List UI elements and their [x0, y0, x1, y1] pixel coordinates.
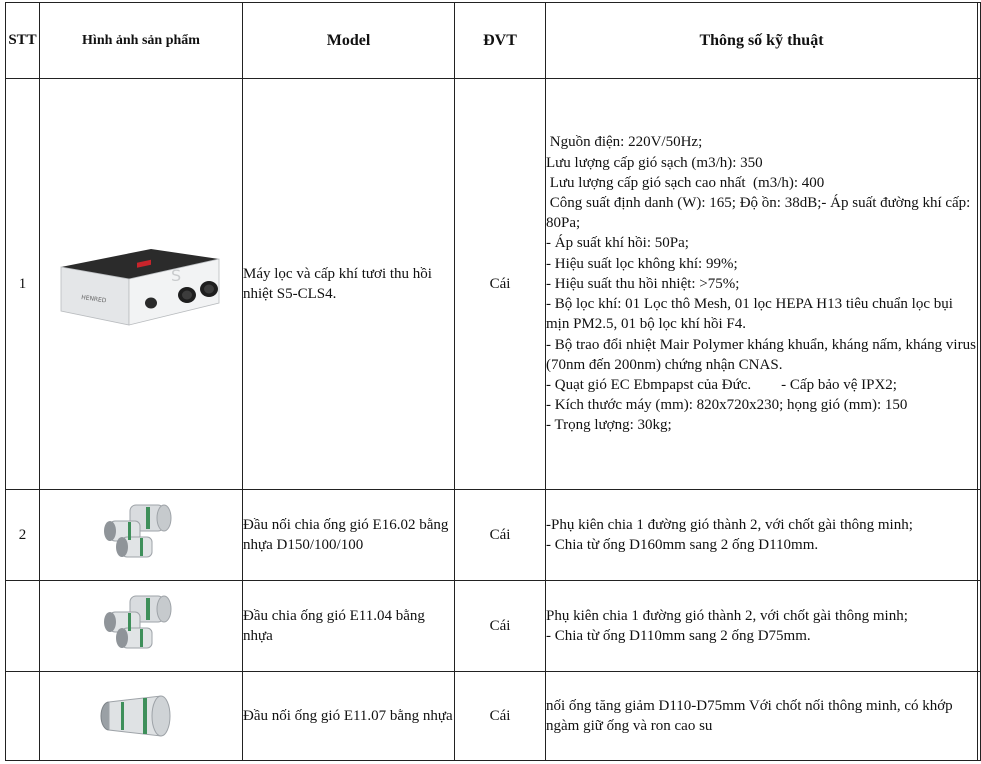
spec-line: - Chia từ ống D110mm sang 2 ống D75mm.: [546, 628, 811, 644]
model-name: Máy lọc và cấp khí tươi thu hồi nhiệt S5-CLS4.: [243, 79, 455, 490]
spec-line: - Hiệu suất thu hồi nhiệt: >75%;: [546, 275, 740, 292]
product-image-cell: [40, 79, 243, 490]
model-name: Đầu chia ống gió E11.04 bằng nhựa: [243, 581, 455, 672]
spec-line: Lưu lượng cấp gió sạch cao nhất (m3/h): 400: [546, 174, 825, 191]
spec-cell: [546, 672, 978, 761]
spec-line: Nguồn điện: 220V/50Hz;: [546, 134, 703, 151]
partial-column-cell: [978, 79, 981, 490]
row-number: 2: [6, 490, 40, 581]
row-number: [6, 581, 40, 672]
header-model: Model: [243, 3, 455, 79]
unit: Cái: [455, 490, 546, 581]
unit: Cái: [455, 672, 546, 761]
spec-cell: [546, 79, 978, 490]
spec-line: nối ống tăng giảm D110-D75mm Với chốt nối thông minh, có khớp ngàm giữ ống và ron cao su: [546, 697, 957, 734]
spec-line: - Áp suất khí hồi: 50Pa;: [546, 235, 689, 252]
spec-line: -Phụ kiên chia 1 đường gió thành 2, với chốt gài thông minh;: [546, 516, 913, 533]
header-image: Hình ảnh sản phẩm: [40, 3, 243, 79]
unit: Cái: [455, 581, 546, 672]
header-specs: Thông số kỹ thuật: [546, 3, 978, 79]
spec-cell: [546, 581, 978, 672]
unit: Cái: [455, 79, 546, 490]
header-stt: STT: [6, 3, 40, 79]
model-name: Đầu nối chia ống gió E16.02 bằng nhựa D150/100/100: [243, 490, 455, 581]
row-number: [6, 672, 40, 761]
ventilation-unit-image: [51, 229, 231, 339]
svg-text:S: S: [171, 266, 182, 285]
spec-line: - Bộ lọc khí: 01 Lọc thô Mesh, 01 lọc HEPA H13 tiêu chuẩn lọc bụi mịn PM2.5, 01 bộ lọc khí hồi F4.: [546, 296, 957, 333]
product-image-cell: [40, 672, 243, 761]
spec-cell: [546, 490, 978, 581]
product-image-cell: [40, 581, 243, 672]
product-spec-table: [5, 2, 981, 761]
row-number: 1: [6, 79, 40, 490]
table-row: [6, 581, 981, 672]
table-row: [6, 490, 981, 581]
spec-line: Lưu lượng cấp gió sạch (m3/h): 350: [546, 154, 763, 171]
partial-column-header: [978, 3, 981, 79]
spec-line: Công suất định danh (W): 165; Độ ồn: 38dB;- Áp suất đường khí cấp: 80Pa;: [546, 195, 975, 232]
product-image-cell: [40, 490, 243, 581]
model-name: Đầu nối ống gió E11.07 bằng nhựa: [243, 672, 455, 761]
header-unit: ĐVT: [455, 3, 546, 79]
svg-text:HENRED: HENRED: [80, 294, 107, 305]
spec-line: - Quạt gió EC Ebmpapst của Đức. - Cấp bảo vệ IPX2;: [546, 376, 897, 393]
partial-column-cell: [978, 581, 981, 672]
spec-line: - Hiệu suất lọc không khí: 99%;: [546, 255, 738, 272]
spec-line: - Chia từ ống D160mm sang 2 ống D110mm.: [546, 537, 819, 553]
y-splitter-duct-image: [96, 499, 186, 571]
header-row: [6, 3, 981, 79]
spec-line: Phụ kiên chia 1 đường gió thành 2, với chốt gài thông minh;: [546, 607, 908, 624]
spec-line: - Kích thước máy (mm): 820x720x230; họng gió (mm): 150: [546, 397, 908, 414]
y-splitter-duct-image: [96, 590, 186, 662]
spec-line: - Trọng lượng: 30kg;: [546, 417, 672, 434]
table-row: [6, 79, 981, 490]
partial-column-cell: [978, 490, 981, 581]
table-row: [6, 672, 981, 761]
spec-line: - Bộ trao đổi nhiệt Mair Polymer kháng khuẩn, kháng nấm, kháng virus (70nm đến 200nm) chứng nhận CNAS.: [546, 336, 980, 373]
reducer-duct-image: [91, 686, 191, 746]
partial-column-cell: [978, 672, 981, 761]
